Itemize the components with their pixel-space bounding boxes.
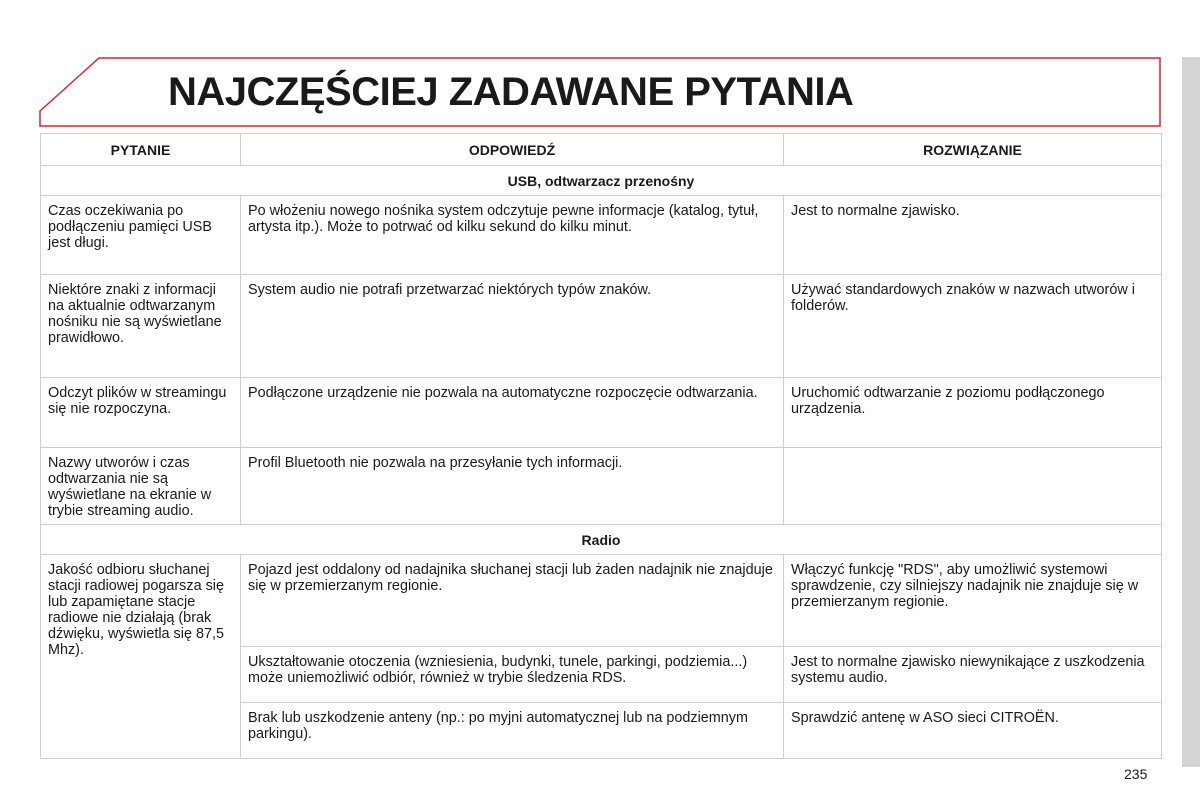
question-cell: Niektóre znaki z informacji na aktualnie odtwarzanym nośniku nie są wyświetlane prawidłowo. (41, 275, 241, 378)
page-number: 235 (1124, 766, 1148, 782)
answer-cell: Pojazd jest oddalony od nadajnika słuchanej stacji lub żaden nadajnik nie znajduje się w przemierzanym regionie. (241, 555, 784, 647)
section-title: USB, odtwarzacz przenośny (41, 166, 1162, 196)
column-header-question: PYTANIE (41, 134, 241, 166)
column-header-solution: ROZWIĄZANIE (784, 134, 1162, 166)
answer-cell: Brak lub uszkodzenie anteny (np.: po myjni automatycznej lub na podziemnym parkingu). (241, 703, 784, 759)
table-header-row (41, 134, 1162, 166)
question-cell: Odczyt plików w streamingu się nie rozpoczyna. (41, 378, 241, 448)
solution-cell: Uruchomić odtwarzanie z poziomu podłączonego urządzenia. (784, 378, 1162, 448)
table-row (41, 196, 1162, 275)
answer-cell: System audio nie potrafi przetwarzać niektórych typów znaków. (241, 275, 784, 378)
page-title: NAJCZĘŚCIEJ ZADAWANE PYTANIA (168, 70, 854, 114)
solution-cell (784, 448, 1162, 525)
table-row (41, 378, 1162, 448)
faq-table (40, 133, 1162, 759)
answer-cell: Po włożeniu nowego nośnika system odczytuje pewne informacje (katalog, tytuł, artysta itp.). Może to potrwać od kilku sekund do kilku minut. (241, 196, 784, 275)
table-row (41, 275, 1162, 378)
section-header-usb (41, 166, 1162, 196)
question-cell: Jakość odbioru słuchanej stacji radiowej pogarsza się lub zapamiętane stacje radiowe nie działają (brak dźwięku, wyświetla się 87,5 Mhz). (41, 555, 241, 759)
solution-cell: Jest to normalne zjawisko. (784, 196, 1162, 275)
answer-cell: Profil Bluetooth nie pozwala na przesyłanie tych informacji. (241, 448, 784, 525)
column-header-answer: ODPOWIEDŹ (241, 134, 784, 166)
section-title: Radio (41, 525, 1162, 555)
section-header-radio (41, 525, 1162, 555)
solution-cell: Jest to normalne zjawisko niewynikające z uszkodzenia systemu audio. (784, 647, 1162, 703)
question-cell: Nazwy utworów i czas odtwarzania nie są wyświetlane na ekranie w trybie streaming audio. (41, 448, 241, 525)
answer-cell: Ukształtowanie otoczenia (wzniesienia, budynki, tunele, parkingi, podziemia...) może uniemożliwić odbiór, również w trybie śledzenia RDS. (241, 647, 784, 703)
table-row (41, 555, 1162, 647)
answer-cell: Podłączone urządzenie nie pozwala na automatyczne rozpoczęcie odtwarzania. (241, 378, 784, 448)
solution-cell: Sprawdzić antenę w ASO sieci CITROËN. (784, 703, 1162, 759)
question-cell: Czas oczekiwania po podłączeniu pamięci USB jest długi. (41, 196, 241, 275)
solution-cell: Włączyć funkcję "RDS", aby umożliwić systemowi sprawdzenie, czy silniejszy nadajnik nie znajduje się w przemierzanym regionie. (784, 555, 1162, 647)
table-row (41, 448, 1162, 525)
side-thumb-tab (1182, 57, 1200, 767)
solution-cell: Używać standardowych znaków w nazwach utworów i folderów. (784, 275, 1162, 378)
